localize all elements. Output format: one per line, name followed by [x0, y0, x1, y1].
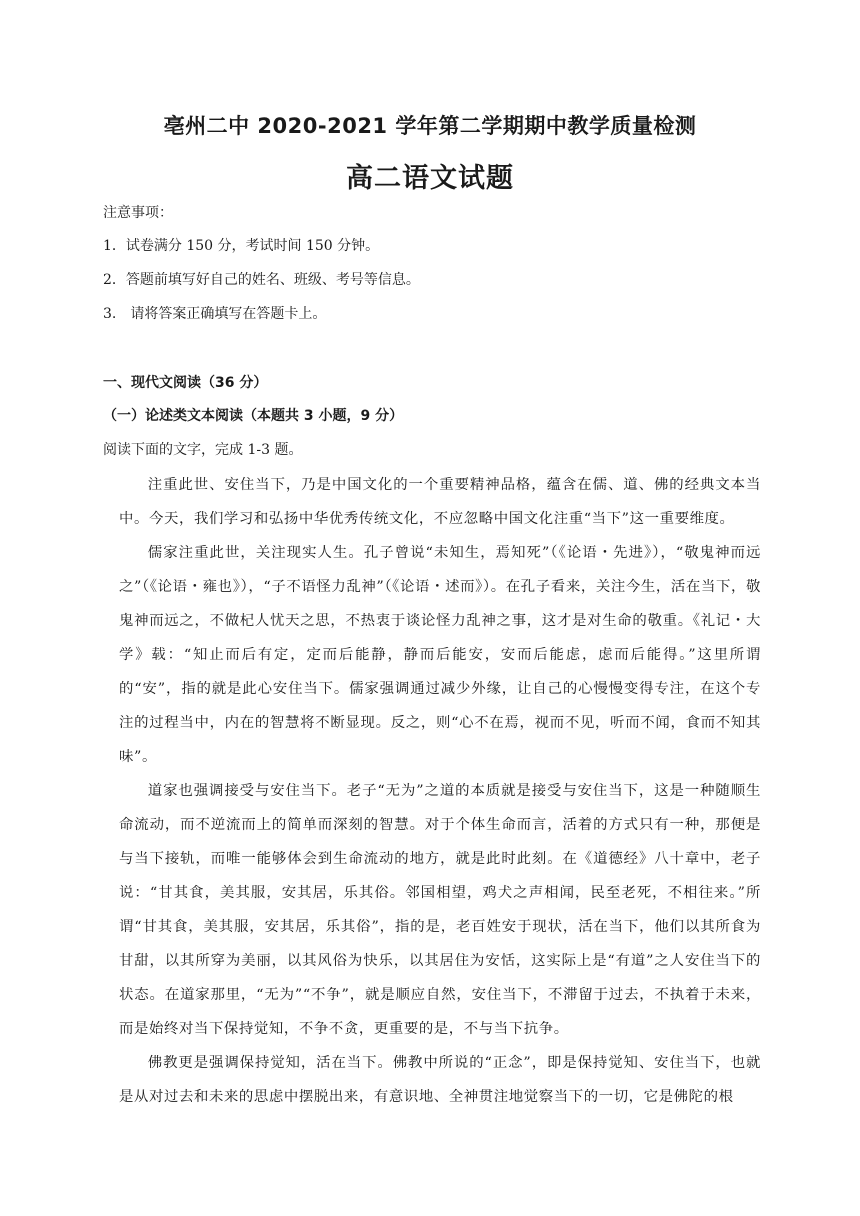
exam-subject-title: 高二语文试题 [346, 163, 514, 194]
notice-heading: 注意事项： [103, 205, 173, 221]
subsection-title: （一）论述类文本阅读（本题共 3 小题，9 分） [103, 408, 404, 424]
passage-paragraph: 儒家注重此世，关注现实人生。孔子曾说“未知生，焉知死”（《论语・先进》），“敬鬼神而远之”（《论语・雍也》），“子不语怪力乱神”（《论语・述而》）。在孔子看来，关注今生，活在当下，敬鬼神而远之，不做杞人忧天之思，不热衷于谈论怪力乱神之事，这才是对生命的敬重。《礼记・大学》载：“知止而后有定，定而后能静，静而后能安，安而后能虑，虑而后能得。”这里所谓的“安”，指的就是此心安住当下。儒家强调通过减少外缘，让自己的心慢慢变得专注，在这个专注的过程当中，内在的智慧将不断显现。反之，则“心不在焉，视而不见，听而不闻，食而不知其味”。 [119, 545, 761, 765]
notice-item: 2．答题前填写好自己的姓名、班级、考号等信息。 [103, 272, 420, 288]
exam-title: 亳州二中 2020-2021 学年第二学期期中教学质量检测 [163, 114, 697, 138]
section-title: 一、现代文阅读（36 分） [103, 375, 268, 391]
reading-instruction: 阅读下面的文字，完成 1-3 题。 [103, 442, 303, 458]
passage-paragraph: 佛教更是强调保持觉知，活在当下。佛教中所说的“正念”，即是保持觉知、安住当下，也就是从对过去和未来的思虑中摆脱出来，有意识地、全神贯注地觉察当下的一切，它是佛陀的根 [119, 1055, 761, 1105]
passage-paragraph: 道家也强调接受与安住当下。老子“无为”之道的本质就是接受与安住当下，这是一种随顺生命流动，而不逆流而上的简单而深刻的智慧。对于个体生命而言，活着的方式只有一种，那便是与当下接轨，而唯一能够体会到生命流动的地方，就是此时此刻。在《道德经》八十章中，老子说：“甘其食，美其服，安其居，乐其俗。邻国相望，鸡犬之声相闻，民至老死，不相往来。”所谓“甘其食，美其服，安其居，乐其俗”，指的是，老百姓安于现状，活在当下，他们以其所食为甘甜，以其所穿为美丽，以其风俗为快乐，以其居住为安恬，这实际上是“有道”之人安住当下的状态。在道家那里，“无为”“不争”，就是顺应自然，安住当下，不滞留于过去，不执着于未来，而是始终对当下保持觉知，不争不贪，更重要的是，不与当下抗争。 [119, 783, 761, 1037]
notice-item: 1．试卷满分 150 分，考试时间 150 分钟。 [103, 238, 380, 254]
passage-paragraph: 注重此世、安住当下，乃是中国文化的一个重要精神品格，蕴含在儒、道、佛的经典文本当中。今天，我们学习和弘扬中华优秀传统文化，不应忽略中国文化注重“当下”这一重要维度。 [119, 477, 761, 527]
reading-passage [119, 468, 761, 1114]
notice-item: 3. 请将答案正确填写在答题卡上。 [103, 306, 327, 322]
